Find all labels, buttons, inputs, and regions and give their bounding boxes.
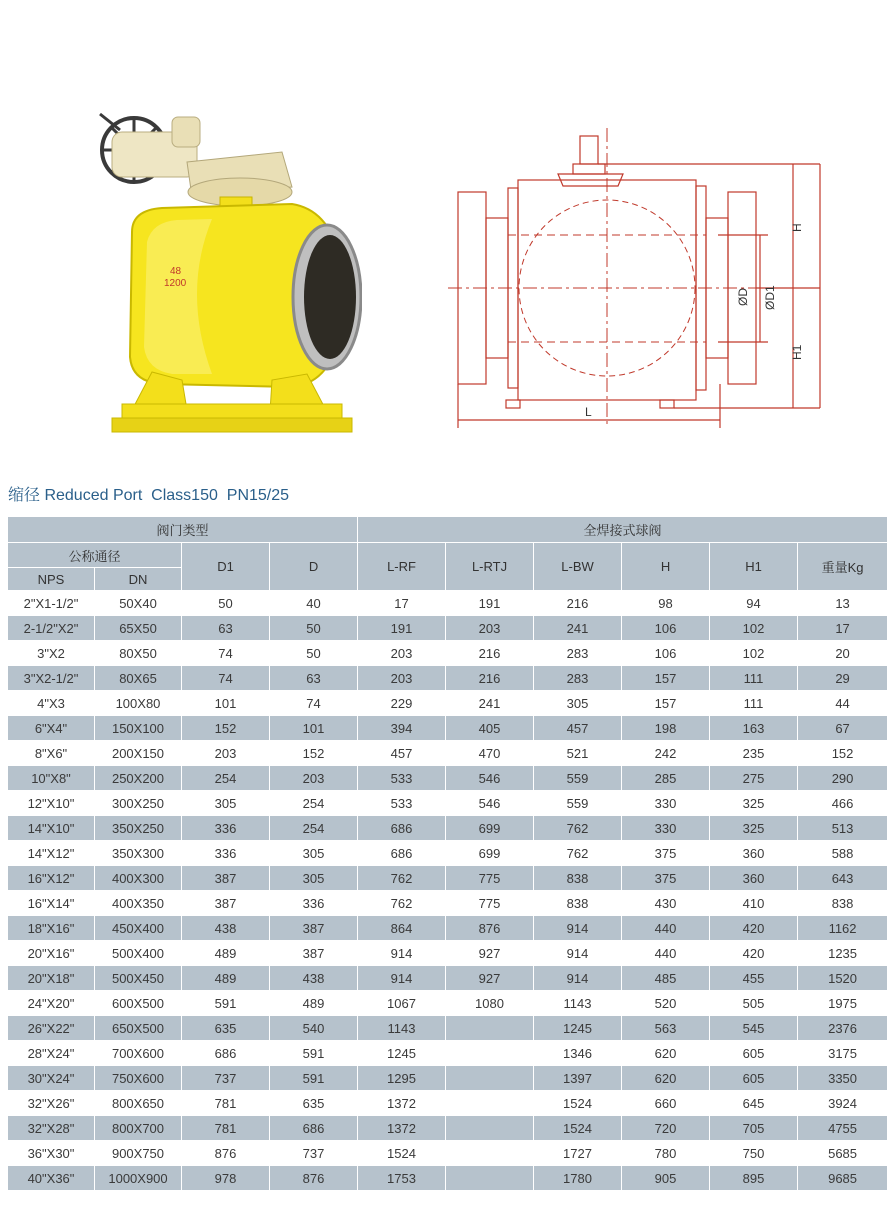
cell-weight: 3175 [798,1041,888,1066]
body-marking-size: 1200 [164,278,187,289]
cell-l-rf: 229 [358,691,446,716]
cell-h: 520 [622,991,710,1016]
cell-d1: 876 [182,1141,270,1166]
cell-h1: 94 [710,591,798,616]
table-row [8,1091,888,1116]
cell-l-rf: 914 [358,966,446,991]
cell-h1: 111 [710,666,798,691]
cell-nps: 20"X16" [8,941,95,966]
cell-l-rf: 203 [358,666,446,691]
cell-h: 440 [622,916,710,941]
cell-h: 98 [622,591,710,616]
cell-nps: 3"X2-1/2" [8,666,95,691]
cell-l-rf: 203 [358,641,446,666]
cell-l-bw: 457 [534,716,622,741]
cell-l-rtj: 699 [446,841,534,866]
cell-h: 157 [622,666,710,691]
cell-weight: 152 [798,741,888,766]
header-nps: NPS [8,568,95,591]
cell-nps: 24"X20" [8,991,95,1016]
cell-d1: 781 [182,1116,270,1141]
cell-nps: 20"X18" [8,966,95,991]
cell-h: 330 [622,791,710,816]
cell-weight: 17 [798,616,888,641]
cell-d1: 74 [182,641,270,666]
table-row [8,766,888,791]
cell-d1: 63 [182,616,270,641]
cell-weight: 13 [798,591,888,616]
cell-dn: 250X200 [95,766,182,791]
cell-nps: 16"X14" [8,891,95,916]
cell-l-rf: 191 [358,616,446,641]
cell-h: 620 [622,1066,710,1091]
cell-d1: 591 [182,991,270,1016]
header-l-rtj: L-RTJ [446,543,534,591]
cell-h1: 102 [710,641,798,666]
cell-l-rtj [446,1041,534,1066]
dim-label-D: ØD [736,288,750,306]
cell-d: 591 [270,1041,358,1066]
cell-weight: 1162 [798,916,888,941]
table-row [8,1016,888,1041]
cell-weight: 1235 [798,941,888,966]
cell-l-bw: 1524 [534,1116,622,1141]
cell-d1: 438 [182,916,270,941]
cell-h1: 102 [710,616,798,641]
cell-d: 74 [270,691,358,716]
cell-h: 198 [622,716,710,741]
cell-dn: 400X350 [95,891,182,916]
table-row [8,966,888,991]
table-row [8,866,888,891]
table-row [8,916,888,941]
table-row [8,1141,888,1166]
cell-h1: 750 [710,1141,798,1166]
cell-nps: 14"X12" [8,841,95,866]
cell-dn: 750X600 [95,1066,182,1091]
cell-nps: 8"X6" [8,741,95,766]
cell-d1: 737 [182,1066,270,1091]
cell-h1: 163 [710,716,798,741]
header-h: H [622,543,710,591]
cell-d1: 489 [182,941,270,966]
dim-label-L: L [585,405,592,419]
cell-l-rtj: 699 [446,816,534,841]
cell-weight: 29 [798,666,888,691]
cell-l-bw: 1780 [534,1166,622,1191]
cell-h: 285 [622,766,710,791]
cell-h1: 360 [710,841,798,866]
cell-h1: 705 [710,1116,798,1141]
cell-nps: 18"X16" [8,916,95,941]
cell-l-rf: 864 [358,916,446,941]
cell-h1: 455 [710,966,798,991]
cell-weight: 588 [798,841,888,866]
dim-label-H1: H1 [790,344,804,360]
header-weight: 重量Kg [798,543,888,591]
cell-nps: 10"X8" [8,766,95,791]
cell-d: 203 [270,766,358,791]
cell-dn: 450X400 [95,916,182,941]
cell-dn: 80X65 [95,666,182,691]
table-row [8,616,888,641]
cell-l-rtj [446,1116,534,1141]
header-d: D [270,543,358,591]
cell-l-rf: 762 [358,891,446,916]
cell-nps: 4"X3 [8,691,95,716]
cell-nps: 12"X10" [8,791,95,816]
cell-l-bw: 216 [534,591,622,616]
cell-l-bw: 559 [534,766,622,791]
cell-weight: 513 [798,816,888,841]
cell-l-bw: 914 [534,966,622,991]
table-row [8,891,888,916]
cell-d: 876 [270,1166,358,1191]
cell-h1: 420 [710,941,798,966]
header-nominal-bore: 公称通径 [8,543,182,568]
cell-h1: 420 [710,916,798,941]
cell-weight: 838 [798,891,888,916]
cell-d: 489 [270,991,358,1016]
cell-l-rtj: 470 [446,741,534,766]
cell-l-bw: 1727 [534,1141,622,1166]
cell-l-rtj: 216 [446,666,534,691]
valve-photo [92,92,362,447]
cell-d: 63 [270,666,358,691]
cell-l-rtj: 546 [446,766,534,791]
table-row [8,741,888,766]
cell-h: 375 [622,866,710,891]
dim-label-H: H [790,223,804,232]
cell-weight: 1520 [798,966,888,991]
cell-l-rtj: 216 [446,641,534,666]
cell-weight: 3924 [798,1091,888,1116]
cell-l-rf: 1295 [358,1066,446,1091]
cell-l-rtj: 927 [446,966,534,991]
cell-dn: 500X450 [95,966,182,991]
cell-d: 50 [270,641,358,666]
cell-weight: 9685 [798,1166,888,1191]
cell-d: 254 [270,791,358,816]
cell-l-bw: 283 [534,666,622,691]
cell-l-rf: 1067 [358,991,446,1016]
table-row [8,716,888,741]
cell-l-rf: 457 [358,741,446,766]
cell-nps: 32"X26" [8,1091,95,1116]
cell-d: 686 [270,1116,358,1141]
cell-h: 620 [622,1041,710,1066]
cell-d1: 978 [182,1166,270,1191]
cell-weight: 3350 [798,1066,888,1091]
table-row [8,666,888,691]
cell-dn: 350X300 [95,841,182,866]
cell-h: 430 [622,891,710,916]
cell-weight: 1975 [798,991,888,1016]
cell-d1: 635 [182,1016,270,1041]
cell-nps: 28"X24" [8,1041,95,1066]
spec-table-body [8,591,888,1191]
table-row [8,941,888,966]
cell-dn: 800X700 [95,1116,182,1141]
cell-l-rf: 533 [358,791,446,816]
table-row [8,816,888,841]
cell-h1: 325 [710,816,798,841]
cell-l-bw: 305 [534,691,622,716]
cell-d1: 387 [182,866,270,891]
cell-l-rf: 1143 [358,1016,446,1041]
cell-l-rtj: 876 [446,916,534,941]
cell-nps: 30"X24" [8,1066,95,1091]
cell-l-bw: 283 [534,641,622,666]
cell-d: 737 [270,1141,358,1166]
header-l-bw: L-BW [534,543,622,591]
spec-table [7,516,888,1191]
cell-l-rtj: 775 [446,866,534,891]
table-row [8,1041,888,1066]
cell-d1: 203 [182,741,270,766]
table-row [8,991,888,1016]
cell-d: 101 [270,716,358,741]
cell-h: 720 [622,1116,710,1141]
cell-l-bw: 1397 [534,1066,622,1091]
cell-weight: 5685 [798,1141,888,1166]
cell-l-rf: 1372 [358,1116,446,1141]
cell-d: 254 [270,816,358,841]
cell-d1: 336 [182,816,270,841]
cell-h1: 505 [710,991,798,1016]
header-h1: H1 [710,543,798,591]
cell-dn: 700X600 [95,1041,182,1066]
cell-h: 157 [622,691,710,716]
cell-nps: 2-1/2"X2" [8,616,95,641]
cell-d1: 489 [182,966,270,991]
cell-d1: 387 [182,891,270,916]
cell-dn: 400X300 [95,866,182,891]
dim-label-D1: ØD1 [763,285,777,310]
cell-d1: 686 [182,1041,270,1066]
cell-d: 438 [270,966,358,991]
table-row [8,1066,888,1091]
cell-nps: 16"X12" [8,866,95,891]
cell-weight: 44 [798,691,888,716]
cell-d: 50 [270,616,358,641]
cell-nps: 32"X28" [8,1116,95,1141]
cell-d: 152 [270,741,358,766]
cell-dn: 50X40 [95,591,182,616]
cell-h1: 111 [710,691,798,716]
cell-dn: 80X50 [95,641,182,666]
cell-l-bw: 1143 [534,991,622,1016]
cell-l-rf: 1524 [358,1141,446,1166]
cell-l-rtj: 775 [446,891,534,916]
cell-d: 305 [270,866,358,891]
cell-d1: 254 [182,766,270,791]
cell-l-rf: 1753 [358,1166,446,1191]
cell-l-rtj [446,1066,534,1091]
table-row [8,841,888,866]
cell-dn: 500X400 [95,941,182,966]
cell-l-bw: 241 [534,616,622,641]
header-l-rf: L-RF [358,543,446,591]
cell-l-rf: 1245 [358,1041,446,1066]
cell-d: 591 [270,1066,358,1091]
cell-nps: 2"X1-1/2" [8,591,95,616]
cell-h: 242 [622,741,710,766]
cell-l-rf: 17 [358,591,446,616]
cell-l-rf: 686 [358,816,446,841]
cell-h: 106 [622,641,710,666]
cell-h: 905 [622,1166,710,1191]
cell-l-rtj: 191 [446,591,534,616]
header-d1: D1 [182,543,270,591]
table-row [8,691,888,716]
cell-nps: 36"X30" [8,1141,95,1166]
table-row [8,591,888,616]
cell-h1: 605 [710,1066,798,1091]
cell-l-rf: 686 [358,841,446,866]
cell-l-rtj: 1080 [446,991,534,1016]
cell-h: 440 [622,941,710,966]
body-marking-pressure: 48 [170,266,182,277]
cell-h1: 325 [710,791,798,816]
cell-nps: 6"X4" [8,716,95,741]
cell-weight: 20 [798,641,888,666]
cell-d1: 50 [182,591,270,616]
cell-d: 540 [270,1016,358,1041]
cell-d1: 336 [182,841,270,866]
cell-h1: 895 [710,1166,798,1191]
cell-l-bw: 914 [534,916,622,941]
cell-dn: 150X100 [95,716,182,741]
cell-l-rtj: 405 [446,716,534,741]
cell-d: 305 [270,841,358,866]
cell-l-rf: 762 [358,866,446,891]
cell-h: 563 [622,1016,710,1041]
cell-l-bw: 521 [534,741,622,766]
table-row [8,1166,888,1191]
cell-l-rtj: 546 [446,791,534,816]
cell-l-rf: 914 [358,941,446,966]
cell-h1: 645 [710,1091,798,1116]
table-row [8,1116,888,1141]
cell-l-bw: 1524 [534,1091,622,1116]
cell-nps: 40"X36" [8,1166,95,1191]
cell-h1: 605 [710,1041,798,1066]
cell-dn: 100X80 [95,691,182,716]
cell-weight: 643 [798,866,888,891]
cell-l-rtj [446,1016,534,1041]
cell-h: 660 [622,1091,710,1116]
cell-d: 387 [270,916,358,941]
cell-h: 375 [622,841,710,866]
cell-nps: 3"X2 [8,641,95,666]
cell-d: 387 [270,941,358,966]
table-row [8,791,888,816]
cell-h1: 235 [710,741,798,766]
cell-l-rtj [446,1166,534,1191]
cell-l-bw: 914 [534,941,622,966]
cell-h1: 275 [710,766,798,791]
cell-h: 330 [622,816,710,841]
cell-l-rtj [446,1141,534,1166]
cell-l-rtj [446,1091,534,1116]
cell-l-bw: 838 [534,891,622,916]
cell-l-rtj: 927 [446,941,534,966]
cell-h: 485 [622,966,710,991]
cell-d1: 781 [182,1091,270,1116]
header-valve-type: 阀门类型 [8,517,358,543]
cell-l-bw: 838 [534,866,622,891]
cell-h1: 360 [710,866,798,891]
cell-l-rtj: 203 [446,616,534,641]
cell-dn: 300X250 [95,791,182,816]
cell-dn: 1000X900 [95,1166,182,1191]
cell-nps: 14"X10" [8,816,95,841]
cell-d1: 152 [182,716,270,741]
cell-weight: 67 [798,716,888,741]
header-dn: DN [95,568,182,591]
cell-l-rf: 394 [358,716,446,741]
cell-dn: 200X150 [95,741,182,766]
cell-dn: 600X500 [95,991,182,1016]
cell-dn: 350X250 [95,816,182,841]
cell-weight: 2376 [798,1016,888,1041]
cell-nps: 26"X22" [8,1016,95,1041]
cell-l-bw: 762 [534,841,622,866]
cell-dn: 650X500 [95,1016,182,1041]
cell-weight: 4755 [798,1116,888,1141]
cell-l-bw: 762 [534,816,622,841]
cell-weight: 466 [798,791,888,816]
table-caption: 缩径 Reduced Port Class150 PN15/25 [8,487,290,504]
spec-table-header [8,517,888,591]
cell-d1: 101 [182,691,270,716]
cell-weight: 290 [798,766,888,791]
cell-l-bw: 1346 [534,1041,622,1066]
cell-h1: 410 [710,891,798,916]
dimension-drawing [448,128,843,433]
cell-d1: 305 [182,791,270,816]
cell-d: 635 [270,1091,358,1116]
cell-h1: 545 [710,1016,798,1041]
cell-l-bw: 559 [534,791,622,816]
cell-h: 106 [622,616,710,641]
cell-dn: 800X650 [95,1091,182,1116]
cell-l-rtj: 241 [446,691,534,716]
cell-l-rf: 533 [358,766,446,791]
cell-h: 780 [622,1141,710,1166]
cell-d: 336 [270,891,358,916]
cell-dn: 900X750 [95,1141,182,1166]
cell-l-bw: 1245 [534,1016,622,1041]
cell-d: 40 [270,591,358,616]
header-weld-type: 全焊接式球阀 [358,517,888,543]
cell-l-rf: 1372 [358,1091,446,1116]
cell-d1: 74 [182,666,270,691]
table-row [8,641,888,666]
cell-dn: 65X50 [95,616,182,641]
